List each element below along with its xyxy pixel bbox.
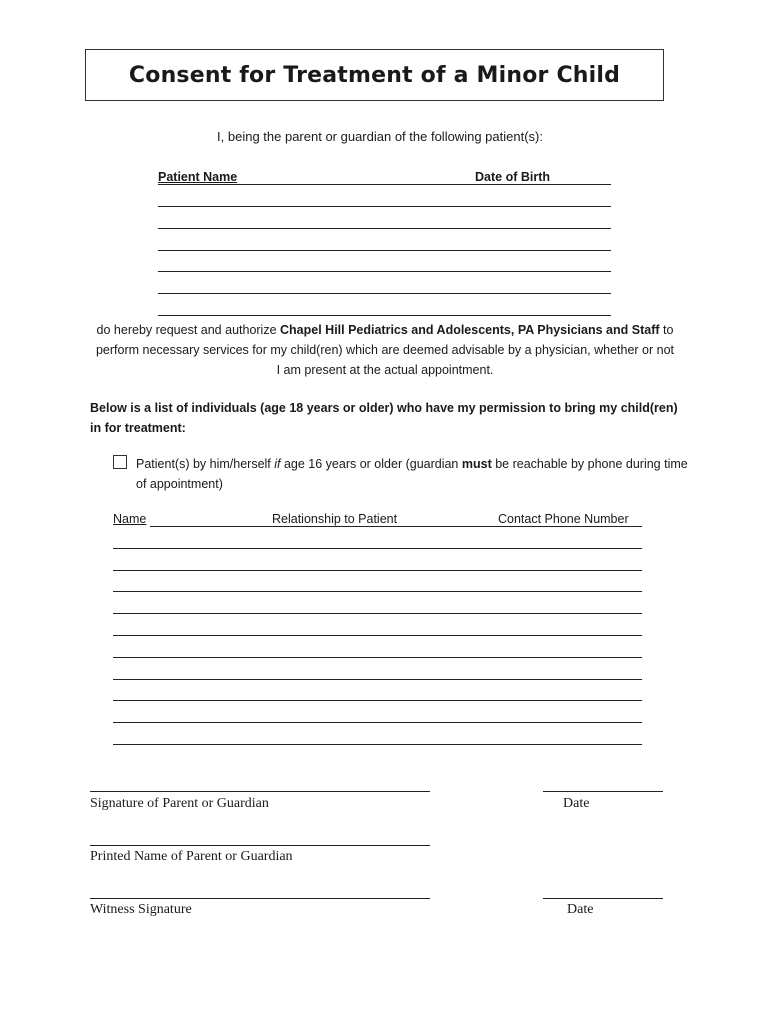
contact-entry-line[interactable] [113, 635, 642, 636]
patient-entry-line[interactable] [158, 228, 611, 229]
contact-entry-line[interactable] [113, 548, 642, 549]
authorization-paragraph [95, 320, 675, 380]
printed-name-line[interactable] [90, 845, 430, 846]
contact-entry-line[interactable] [113, 613, 642, 614]
witness-signature-label: Witness Signature [90, 902, 192, 917]
option-must-word: must [461, 457, 492, 471]
patient-entry-line[interactable] [158, 315, 611, 316]
parent-signature-label: Signature of Parent or Guardian [90, 796, 269, 811]
contacts-header-underline [150, 526, 642, 527]
patient-entry-line[interactable] [158, 293, 611, 294]
contact-entry-line[interactable] [113, 700, 642, 701]
contact-entry-line[interactable] [113, 657, 642, 658]
patient-name-header: Patient Name [158, 170, 238, 184]
option-if-word: if [274, 457, 281, 471]
parent-signature-line[interactable] [90, 791, 430, 792]
printed-name-label: Printed Name of Parent or Guardian [90, 849, 293, 864]
contact-entry-line[interactable] [113, 744, 642, 745]
relationship-header: Relationship to Patient [272, 512, 398, 526]
contact-entry-line[interactable] [113, 722, 642, 723]
date-label-2: Date [567, 902, 594, 917]
patient-entry-line[interactable] [158, 250, 611, 251]
contact-entry-line[interactable] [113, 591, 642, 592]
patient-entry-line[interactable] [158, 271, 611, 272]
contact-entry-line[interactable] [113, 570, 642, 571]
contact-name-header: Name [113, 512, 147, 526]
witness-signature-line[interactable] [90, 898, 430, 899]
authorization-text-before: do hereby request and authorize [96, 323, 281, 337]
self-attend-option-text [136, 454, 696, 494]
practice-name: Chapel Hill Pediatrics and Adolescents, PA Physicians and Staff [280, 323, 660, 337]
option-text-part3: be reachable by phone during time of appointment) [136, 457, 688, 491]
date-line-1[interactable] [543, 791, 663, 792]
date-of-birth-header: Date of Birth [475, 170, 550, 184]
option-text-part1: Patient(s) by him/herself [136, 457, 275, 471]
permission-list-heading: Below is a list of individuals (age 18 years or older) who have my permission to bring my child(ren) in for treatment: [90, 401, 678, 435]
self-attend-checkbox[interactable] [113, 455, 127, 469]
patient-header-underline [158, 184, 611, 185]
authorization-text-after: to perform necessary services for my child(ren) which are deemed advisable by a physician, whether or not I am present at the actual appointment. [95, 323, 675, 377]
date-label-1: Date [563, 796, 590, 811]
title-box [85, 49, 664, 101]
form-title: Consent for Treatment of a Minor Child [128, 62, 621, 88]
intro-text: I, being the parent or guardian of the following patient(s): [217, 129, 543, 144]
contact-phone-header: Contact Phone Number [498, 512, 629, 526]
option-text-part2: age 16 years or older (guardian [280, 457, 462, 471]
date-line-2[interactable] [543, 898, 663, 899]
contact-entry-line[interactable] [113, 679, 642, 680]
patient-entry-line[interactable] [158, 206, 611, 207]
